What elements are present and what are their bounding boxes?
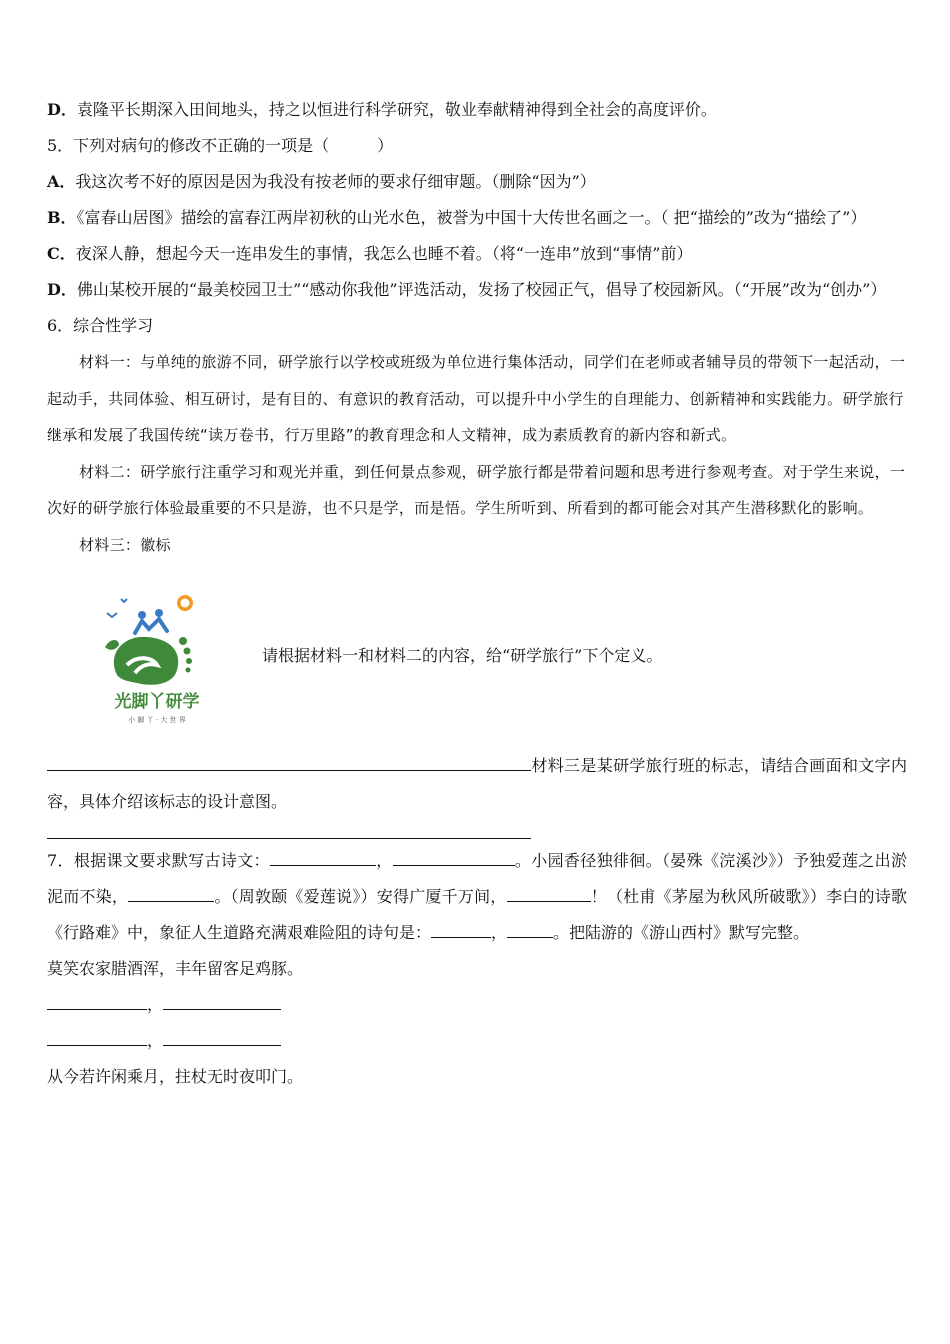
blank-2[interactable] (393, 851, 515, 866)
blank-3[interactable] (128, 887, 214, 902)
logo-title: 光脚丫研学 (114, 692, 200, 712)
blank-5[interactable] (431, 923, 491, 938)
poem-blank-line-1: ， (47, 987, 907, 1023)
option-label: D． (47, 100, 77, 119)
blank-4[interactable] (507, 887, 591, 902)
q6-material-2: 材料二：研学旅行注重学习和观光并重，到任何景点参观，研学旅行都是带着问题和思考进行参观考查。对于学生来说，一次好的研学旅行体验最重要的不只是游，也不只是学，而是悟。学生所听到、所看到的都可能会对其产生潜移默化的影响。 (47, 462, 906, 517)
poem-line-last: 从今若许闲乘月，拄杖无时夜叩门。 (47, 1067, 304, 1086)
option-text: 袁隆平长期深入田间地头，持之以恒进行科学研究，敬业奉献精神得到全社会的高度评价。 (76, 100, 717, 119)
sub-question-1: 请根据材料一和材料二的内容，给“研学旅行”下个定义。 (262, 646, 663, 665)
q5-option-c: C．夜深人静，想起今天一连串发生的事情，我怎么也睡不着。（将“一连串”放到“事情”前） (47, 244, 693, 263)
q4-option-d (47, 92, 907, 128)
answer-blank[interactable] (47, 756, 531, 771)
bird-icon (107, 613, 117, 617)
q5-option-a: A．我这次考不好的原因是因为我没有按老师的要求仔细审题。（删除“因为”） (47, 172, 596, 191)
logo-image (97, 585, 217, 725)
q5-stem: 5．下列对病句的修改不正确的一项是（ ） (47, 136, 394, 155)
document-page (47, 92, 907, 1095)
q6-material-3: 材料三：徽标 (79, 535, 171, 554)
poem-blank-line-2: ， (47, 1023, 907, 1059)
sub-question-2: 材料三是某研学旅行班的标志，请结合画面和文字内容，具体介绍该标志的设计意图。 (47, 756, 907, 811)
q6-material-1: 材料一：与单纯的旅游不同，研学旅行以学校或班级为单位进行集体活动，同学们在老师或者辅导员的带领下一起活动，一起动手，共同体验、相互研讨，是有目的、有意识的教育活动，可以提升中小学生的自理能力、创新精神和实践能力。研学旅行继承和发展了我国传统“读万卷书，行万里路”的教育理念和人文精神，成为素质教育的新内容和新式。 (47, 353, 906, 444)
blank-1[interactable] (270, 851, 376, 866)
blank-7[interactable] (47, 995, 147, 1010)
q7-text: 7．根据课文要求默写古诗文： ， 。小园香径独徘徊。（晏殊《浣溪沙》）予独爱莲之出淤泥而不染， 。（周敦颐《爱莲说》）安得广厦千万间， ！（杜甫《茅屋为秋风所破歌》）李白的诗歌《行路难》中，象征人生道路充满艰难险阻的诗句是： ， 。把陆游的《游山西村》默写完整。 (47, 851, 907, 942)
q5-option-d: D．佛山某校开展的“最美校园卫士”“感动你我他”评选活动，发扬了校园正气，倡导了校园新风。（“开展”改为“创办”） (47, 280, 887, 299)
person-icon (138, 611, 146, 619)
logo-row (47, 563, 907, 748)
foot-icon (114, 637, 178, 685)
blank-9[interactable] (47, 1031, 147, 1046)
q6-stem: 6．综合性学习 (47, 316, 154, 335)
q5-option-b: B．《富春山居图》描绘的富春江两岸初秋的山光水色，被誉为中国十大传世名画之一。（ 把“描绘的”改为“描绘了”） (47, 208, 867, 227)
poem-line-1: 莫笑农家腊酒浑，丰年留客足鸡豚。 (47, 959, 304, 978)
logo-subtitle: 小 脚 丫 · 大 世 界 (128, 716, 186, 724)
blank-6[interactable] (507, 923, 553, 938)
blank-10[interactable] (163, 1031, 281, 1046)
blank-8[interactable] (163, 995, 281, 1010)
